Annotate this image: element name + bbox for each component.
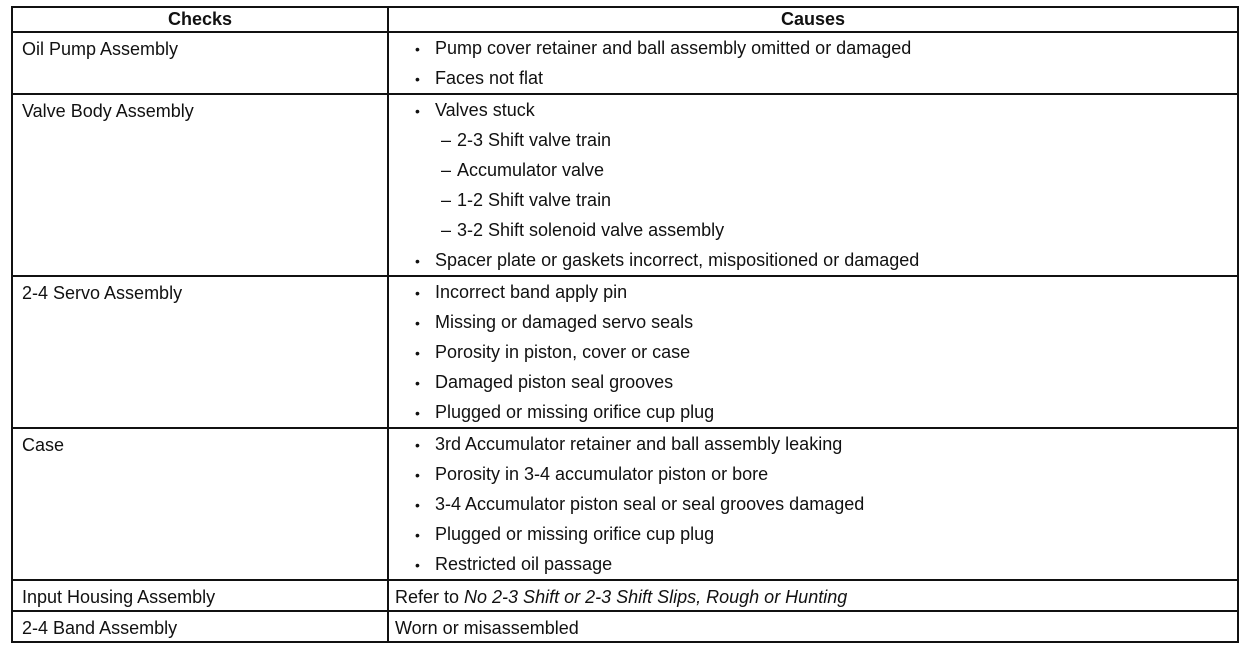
bullet-marker: •: [415, 557, 420, 573]
cause-subitem: [399, 125, 1237, 155]
cause-subitem: [399, 155, 1237, 185]
cause-item: [399, 277, 1237, 307]
cause-text: Damaged piston seal grooves: [435, 372, 674, 392]
cause-item: [399, 337, 1237, 367]
cause-text: 2-3 Shift valve train: [457, 130, 612, 150]
table-body: [12, 32, 1238, 642]
cause-subitem: [399, 215, 1237, 245]
dash-marker: –: [441, 130, 452, 150]
cause-item: [399, 429, 1237, 459]
bullet-marker: •: [415, 375, 420, 391]
cause-text: Pump cover retainer and ball assembly omitted or damaged: [435, 38, 912, 58]
bullet-marker: •: [415, 71, 420, 87]
check-cell: [12, 32, 388, 94]
causes-cell: [388, 32, 1238, 94]
header-causes: Causes: [388, 7, 1238, 32]
table-row: [12, 94, 1238, 276]
causes-list: [389, 33, 1237, 93]
cause-item: [399, 245, 1237, 275]
check-cell: [12, 428, 388, 580]
cause-item: [399, 63, 1237, 93]
table-row: [12, 428, 1238, 580]
cause-item: [399, 307, 1237, 337]
dash-marker: –: [441, 220, 452, 240]
cause-text: Missing or damaged servo seals: [435, 312, 694, 332]
bullet-marker: •: [415, 285, 420, 301]
cause-item: [399, 367, 1237, 397]
cause-text: Plugged or missing orifice cup plug: [435, 524, 715, 544]
bullet-marker: •: [415, 467, 420, 483]
cause-text: Worn or misassembled: [395, 618, 579, 638]
causes-cell: [388, 580, 1238, 611]
bullet-marker: •: [415, 527, 420, 543]
cause-text: 3-2 Shift solenoid valve assembly: [457, 220, 725, 240]
header-checks: Checks: [12, 7, 388, 32]
dash-marker: –: [441, 190, 452, 210]
check-label: Input Housing Assembly: [22, 587, 216, 607]
bullet-marker: •: [415, 315, 420, 331]
cause-text: 1-2 Shift valve train: [457, 190, 612, 210]
cause-text: Plugged or missing orifice cup plug: [435, 402, 715, 422]
bullet-marker: •: [415, 437, 420, 453]
cause-text: Incorrect band apply pin: [435, 282, 628, 302]
cause-text: Spacer plate or gaskets incorrect, mispositioned or damaged: [435, 250, 920, 270]
cause-item: [399, 549, 1237, 579]
check-cell: [12, 94, 388, 276]
causes-cell: [388, 94, 1238, 276]
cause-plain: [389, 581, 1237, 610]
cause-reference: No 2-3 Shift or 2-3 Shift Slips, Rough or Hunting: [464, 587, 848, 607]
cause-item: [399, 95, 1237, 125]
causes-cell: [388, 611, 1238, 642]
check-label: Case: [22, 435, 65, 455]
cause-text: Valves stuck: [435, 100, 535, 120]
cause-text: Restricted oil passage: [435, 554, 613, 574]
check-label: Valve Body Assembly: [22, 101, 194, 121]
diagnosis-table: [11, 6, 1239, 643]
cause-text: Faces not flat: [435, 68, 544, 88]
header-row: [12, 7, 1238, 32]
check-label: Oil Pump Assembly: [22, 39, 179, 59]
cause-plain: [389, 612, 1237, 641]
check-cell: [12, 276, 388, 428]
bullet-marker: •: [415, 345, 420, 361]
causes-list: [389, 277, 1237, 427]
cause-item: [399, 459, 1237, 489]
cause-text: Refer to: [395, 587, 465, 607]
cause-item: [399, 397, 1237, 427]
bullet-marker: •: [415, 405, 420, 421]
causes-list: [389, 95, 1237, 275]
check-label: 2-4 Band Assembly: [22, 618, 178, 638]
causes-cell: [388, 276, 1238, 428]
cause-text: Accumulator valve: [457, 160, 605, 180]
table-row: [12, 276, 1238, 428]
cause-text: 3rd Accumulator retainer and ball assembly leaking: [435, 434, 843, 454]
cause-text: Porosity in 3-4 accumulator piston or bore: [435, 464, 769, 484]
check-label: 2-4 Servo Assembly: [22, 283, 183, 303]
cause-text: 3-4 Accumulator piston seal or seal grooves damaged: [435, 494, 865, 514]
cause-text: Porosity in piston, cover or case: [435, 342, 691, 362]
dash-marker: –: [441, 160, 452, 180]
bullet-marker: •: [415, 253, 420, 269]
bullet-marker: •: [415, 103, 420, 119]
check-cell: [12, 611, 388, 642]
table-row: [12, 32, 1238, 94]
causes-list: [389, 429, 1237, 579]
cause-item: [399, 519, 1237, 549]
cause-item: [399, 33, 1237, 63]
check-cell: [12, 580, 388, 611]
cause-subitem: [399, 185, 1237, 215]
causes-cell: [388, 428, 1238, 580]
bullet-marker: •: [415, 497, 420, 513]
cause-item: [399, 489, 1237, 519]
bullet-marker: •: [415, 41, 420, 57]
table-row: [12, 580, 1238, 611]
table-row: [12, 611, 1238, 642]
